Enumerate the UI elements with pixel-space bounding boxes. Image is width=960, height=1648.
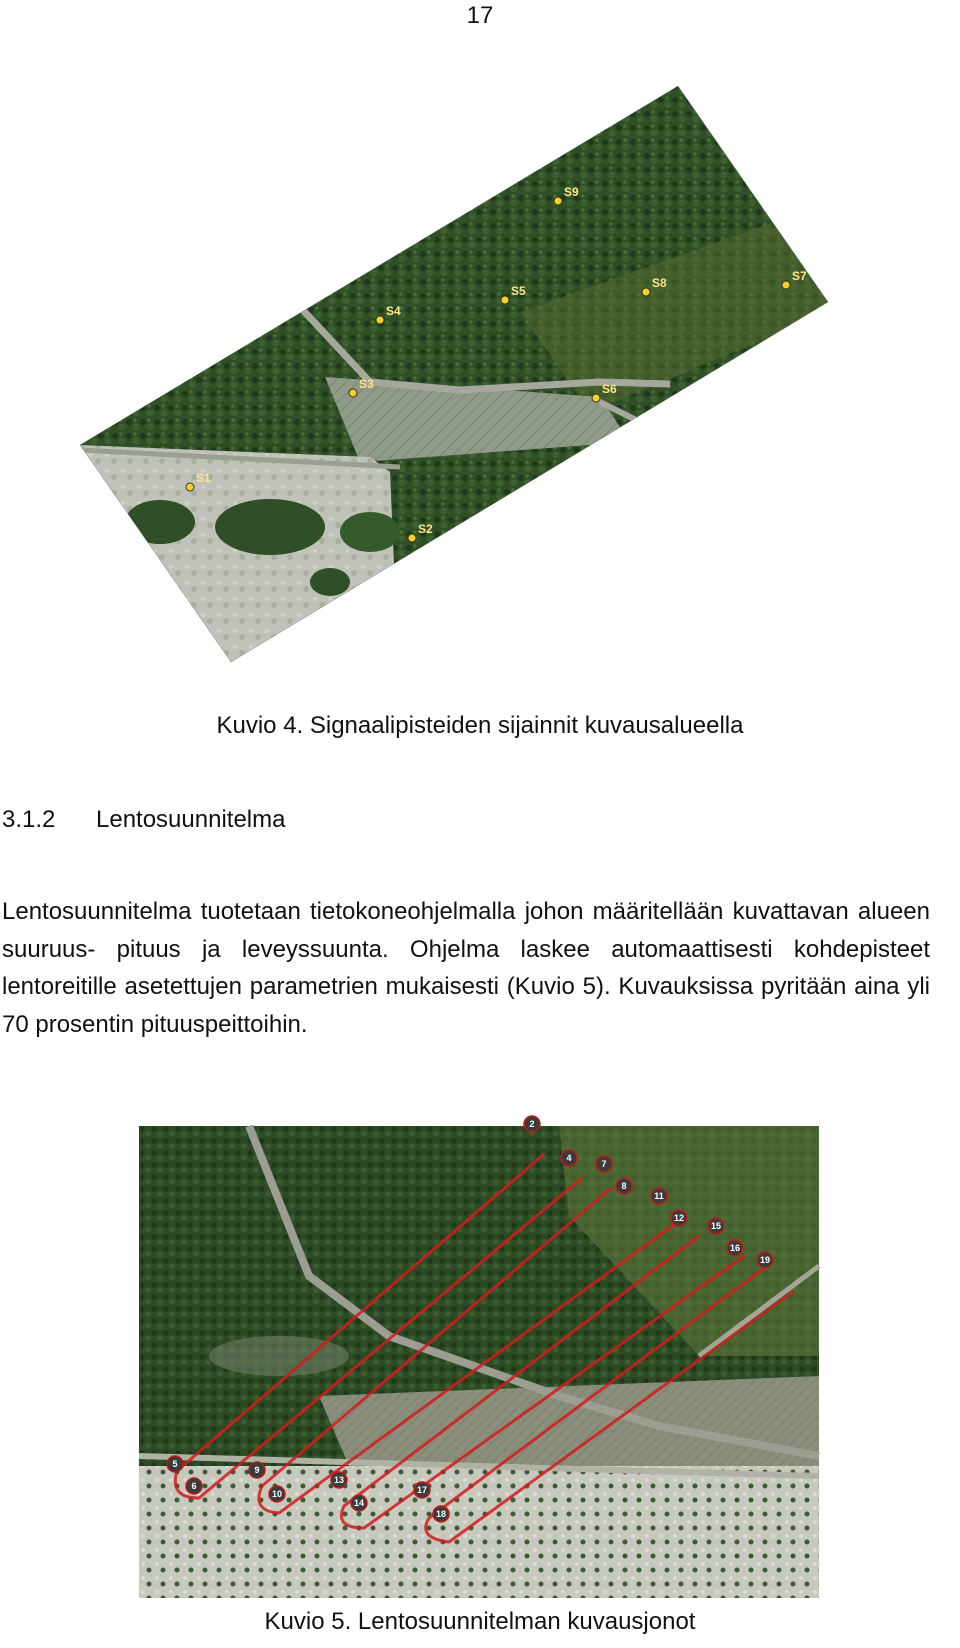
svg-text:12: 12	[673, 1213, 685, 1223]
waypoint-11	[651, 1188, 667, 1204]
waypoint-14	[351, 1495, 367, 1511]
svg-text:S7: S7	[792, 269, 807, 283]
svg-text:18: 18	[435, 1509, 447, 1519]
body-paragraph: Lentosuunnitelma tuotetaan tietokoneohjelmalla johon määritellään kuvattavan alueen suuruus- pituus ja leveyssuunta. Ohjelma laskee automaattisesti kohdepisteet lentoreitille asetettujen parametrien mukaisesti (Kuvio 5). Kuvauksissa pyritään aina yli 70 prosentin pituuspeittoihin.	[2, 898, 930, 1038]
waypoint-8	[616, 1178, 632, 1194]
section-heading	[2, 806, 285, 834]
svg-text:14: 14	[353, 1498, 365, 1508]
waypoint-5	[167, 1456, 183, 1472]
svg-text:8: 8	[621, 1181, 627, 1191]
waypoint-6	[186, 1478, 202, 1494]
svg-text:S8: S8	[652, 276, 667, 290]
waypoint-16	[727, 1240, 743, 1256]
svg-text:S9: S9	[564, 185, 579, 199]
waypoint-4	[561, 1150, 577, 1166]
figure-5-caption: Kuvio 5. Lentosuunnitelman kuvausjonot	[264, 1608, 696, 1635]
svg-text:5: 5	[172, 1459, 178, 1469]
svg-text:S2: S2	[418, 522, 433, 536]
svg-text:11: 11	[654, 1191, 664, 1201]
svg-text:2: 2	[529, 1119, 535, 1129]
svg-text:9: 9	[254, 1465, 260, 1475]
svg-text:15: 15	[710, 1221, 722, 1231]
figure-4-caption: Kuvio 4. Signaalipisteiden sijainnit kuvausalueella	[216, 712, 744, 739]
svg-text:17: 17	[416, 1485, 428, 1495]
svg-text:10: 10	[271, 1489, 283, 1499]
section-title: Lentosuunnitelma	[96, 806, 286, 833]
waypoint-12	[671, 1210, 687, 1226]
section-number: 3.1.2	[2, 806, 56, 833]
waypoint-18	[433, 1506, 449, 1522]
svg-text:13: 13	[333, 1475, 345, 1485]
svg-text:S1: S1	[196, 471, 211, 485]
svg-text:S3: S3	[359, 377, 374, 391]
waypoint-17	[414, 1482, 430, 1498]
waypoint-9	[249, 1462, 265, 1478]
waypoint-13	[331, 1472, 347, 1488]
svg-text:S4: S4	[386, 304, 401, 318]
waypoint-2	[524, 1116, 540, 1132]
waypoint-19	[757, 1252, 773, 1268]
svg-text:6: 6	[191, 1481, 197, 1491]
waypoint-7	[596, 1156, 612, 1172]
flight-plan-map	[139, 1119, 819, 1598]
svg-text:S5: S5	[511, 284, 526, 298]
waypoint-10	[269, 1486, 285, 1502]
svg-text:19: 19	[759, 1255, 771, 1265]
svg-text:16: 16	[729, 1243, 741, 1253]
signal-points-aerial-map	[70, 82, 890, 702]
svg-text:7: 7	[601, 1159, 607, 1169]
svg-text:S6: S6	[602, 382, 617, 396]
svg-text:4: 4	[566, 1153, 572, 1163]
waypoint-15	[708, 1218, 724, 1234]
page-number: 17	[466, 2, 494, 29]
